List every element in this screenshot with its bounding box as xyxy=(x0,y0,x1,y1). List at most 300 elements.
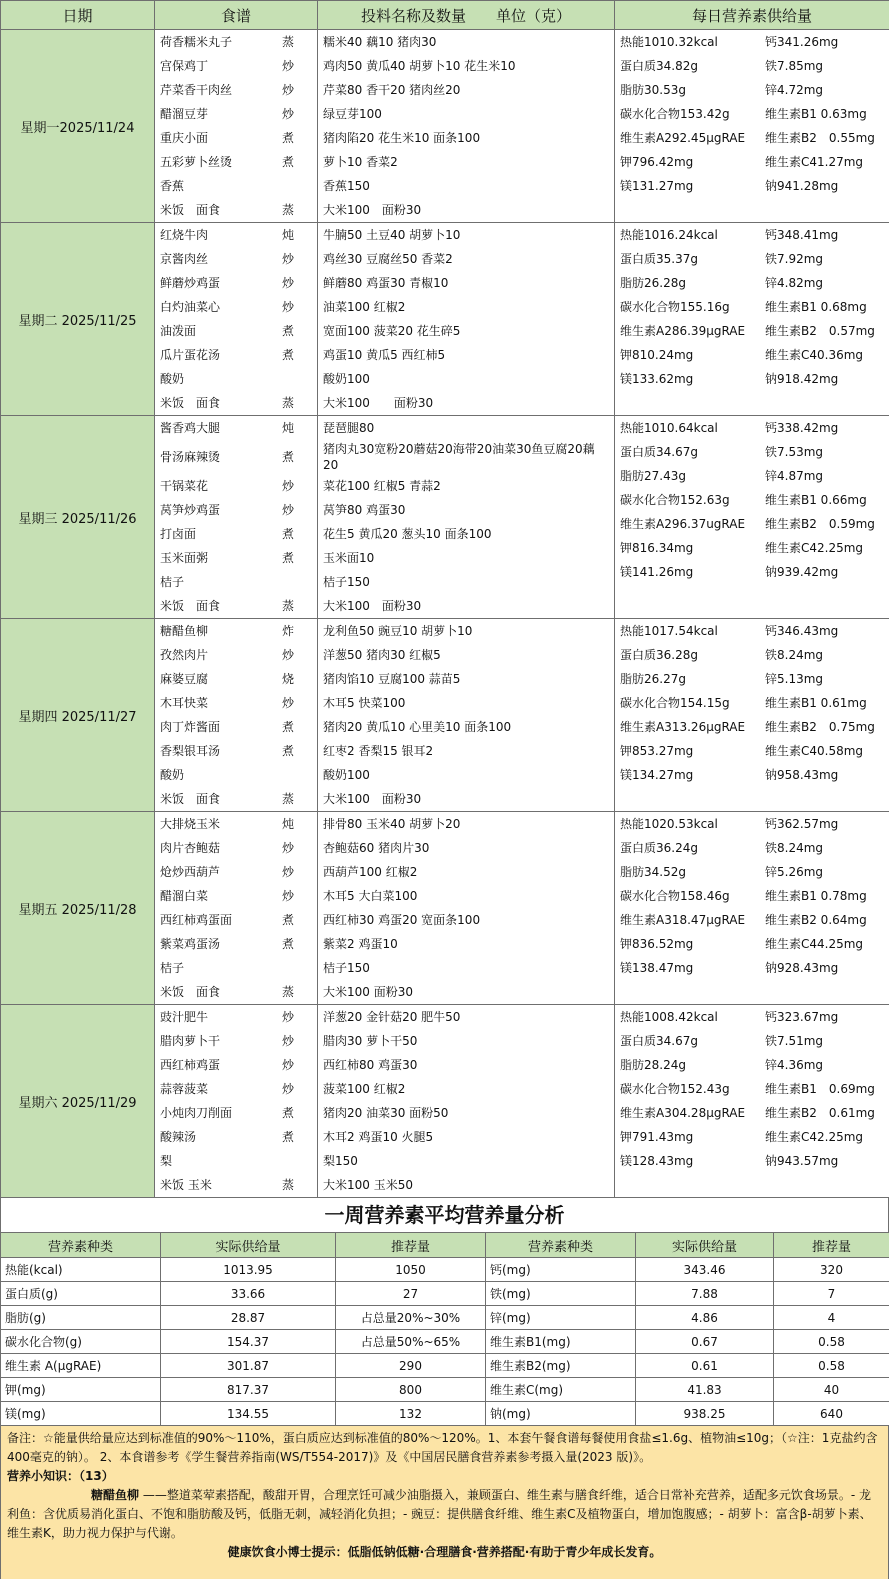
nutrient-line xyxy=(615,908,889,932)
dish-item xyxy=(155,860,317,884)
dish-cooking-method: 炒 xyxy=(281,59,294,73)
ingredient-line: 宽面100 菠菜20 花生碎5 xyxy=(323,324,461,338)
dish-cooking-method: 炒 xyxy=(281,83,294,97)
nutrient-line xyxy=(615,174,889,198)
analysis-header-cell: 推荐量 xyxy=(774,1233,889,1258)
nutrient-value: 蛋白质36.24g xyxy=(620,841,698,855)
nutrient-line xyxy=(615,223,889,247)
nutrient-value: 铁7.53mg xyxy=(765,445,824,459)
dish-cooking-method: 炒 xyxy=(281,696,294,710)
dish-name: 紫菜鸡蛋汤 xyxy=(160,937,221,951)
dish-cooking-method: 煮 xyxy=(281,720,294,734)
nutrient-line xyxy=(615,956,889,980)
dish-item xyxy=(155,522,317,546)
nutrient-line xyxy=(615,1125,889,1149)
analysis-cell: 817.37 xyxy=(161,1378,336,1402)
dish-cooking-method: 煮 xyxy=(281,324,294,338)
nutrient-value: 蛋白质36.28g xyxy=(620,648,698,662)
nutrient-line xyxy=(615,295,889,319)
analysis-cell: 热能(kcal) xyxy=(1,1258,161,1282)
analysis-cell: 800 xyxy=(336,1378,486,1402)
nutrient-value: 热能1008.42kcal xyxy=(620,1010,718,1024)
nutrient-line xyxy=(615,78,889,102)
nutrient-line xyxy=(615,512,889,536)
analysis-row xyxy=(1,1354,889,1378)
analysis-cell: 290 xyxy=(336,1354,486,1378)
ingredient-line: 香蕉150 xyxy=(323,179,370,193)
ingredient-line: 大米100 面粉30 xyxy=(323,203,422,217)
nutrient-value: 脂肪28.24g xyxy=(620,1058,686,1072)
nutrient-value: 锌4.72mg xyxy=(765,83,824,97)
nutrient-line xyxy=(615,1053,889,1077)
nutrient-line xyxy=(615,319,889,343)
analysis-cell: 0.58 xyxy=(774,1354,889,1378)
nutrient-value: 维生素C42.25mg xyxy=(765,1130,864,1144)
day-ingredients xyxy=(318,30,615,223)
dish-name: 桔子 xyxy=(160,575,185,589)
dish-name: 瓜片蛋花汤 xyxy=(160,348,221,362)
nutrient-line xyxy=(615,247,889,271)
nutrient-line xyxy=(615,488,889,512)
nutrient-line xyxy=(615,271,889,295)
ingredient-line: 琵琶腿80 xyxy=(323,421,375,435)
dish-item xyxy=(155,619,317,643)
ingredient-line: 腊肉30 萝卜干50 xyxy=(323,1034,418,1048)
ingredient-line: 西红柿30 鸡蛋20 宽面条100 xyxy=(323,913,481,927)
nutrient-value: 维生素B1 0.68mg xyxy=(765,300,867,314)
analysis-row xyxy=(1,1306,889,1330)
dish-cooking-method: 蒸 xyxy=(281,792,294,806)
day-dishes xyxy=(155,223,318,416)
ingredient-line: 大米100 面粉30 xyxy=(323,985,413,999)
dish-cooking-method: 蒸 xyxy=(281,1178,294,1192)
dish-cooking-method: 炒 xyxy=(281,889,294,903)
day-row xyxy=(1,619,889,812)
analysis-cell: 301.87 xyxy=(161,1354,336,1378)
nutrient-value: 维生素A318.47μgRAE xyxy=(620,913,746,927)
nutrient-value: 碳水化合物158.46g xyxy=(620,889,730,903)
nutrient-line xyxy=(615,560,889,584)
dish-cooking-method: 炒 xyxy=(281,841,294,855)
nutrient-value: 钙338.42mg xyxy=(765,421,839,435)
ingredient-line: 鸡蛋10 黄瓜5 西红柿5 xyxy=(323,348,446,362)
dish-item xyxy=(155,1149,317,1173)
ingredient-line: 猪肉陷20 花生米10 面条100 xyxy=(323,131,481,145)
dish-cooking-method: 蒸 xyxy=(281,985,294,999)
ingredient-line: 木耳2 鸡蛋10 火腿5 xyxy=(323,1130,434,1144)
dish-name: 白灼油菜心 xyxy=(160,300,221,314)
day-row xyxy=(1,1005,889,1198)
dish-name: 玉米面粥 xyxy=(160,551,209,565)
nutrient-line xyxy=(615,536,889,560)
analysis-row xyxy=(1,1258,889,1282)
dish-name: 米饭 面食 xyxy=(160,599,221,613)
nutrient-value: 脂肪27.43g xyxy=(620,469,686,483)
dish-name: 酸奶 xyxy=(160,372,185,386)
nutrient-value: 钾791.43mg xyxy=(620,1130,694,1144)
nutrient-value: 镁133.62mg xyxy=(620,372,694,386)
analysis-cell: 134.55 xyxy=(161,1402,336,1426)
nutrient-value: 钾836.52mg xyxy=(620,937,694,951)
nutrient-value: 镁131.27mg xyxy=(620,179,694,193)
analysis-cell: 154.37 xyxy=(161,1330,336,1354)
dish-name: 香蕉 xyxy=(160,179,185,193)
dish-cooking-method xyxy=(294,367,312,391)
dish-item xyxy=(155,54,317,78)
ingredient-line: 猪肉馅10 豆腐100 蒜苗5 xyxy=(323,672,461,686)
dish-name: 五彩萝卜丝烫 xyxy=(160,155,233,169)
nutrient-value: 钾810.24mg xyxy=(620,348,694,362)
dish-name: 酸辣汤 xyxy=(160,1130,197,1144)
remark-text: 备注：☆能量供给量应达到标准值的90%～110%，蛋白质应达到标准值的80%～120%。1、本套午餐食谱每餐使用食盐≤1.6g、植物油≤10g；（☆注：1克盐约含400毫克的钠）。 2、本食谱参考《学生餐营养指南(WS/T554-2017)》及《中国居民膳食营养素参考摄入量(2023 版)》。 xyxy=(7,1431,878,1464)
nutrient-value: 镁141.26mg xyxy=(620,565,694,579)
dish-cooking-method: 蒸 xyxy=(281,203,294,217)
analysis-row xyxy=(1,1402,889,1426)
dish-item xyxy=(155,343,317,367)
analysis-cell: 维生素B1(mg) xyxy=(486,1330,636,1354)
ingredient-line: 西葫芦100 红椒2 xyxy=(323,865,418,879)
ingredient-line: 大米100 玉米50 xyxy=(323,1178,413,1192)
nutrient-value: 钾816.34mg xyxy=(620,541,694,555)
ingredient-line: 芹菜80 香干20 猪肉丝20 xyxy=(323,83,461,97)
nutrient-value: 碳水化合物154.15g xyxy=(620,696,730,710)
day-date: 星期二 2025/11/25 xyxy=(1,223,155,416)
dish-cooking-method: 煮 xyxy=(281,744,294,758)
dish-item xyxy=(155,498,317,522)
dish-item xyxy=(155,126,317,150)
nutrient-line xyxy=(615,126,889,150)
nutrient-line xyxy=(615,30,889,54)
dish-name: 米饭 面食 xyxy=(160,985,221,999)
ingredient-line: 紫菜2 鸡蛋10 xyxy=(323,937,398,951)
dish-item xyxy=(155,271,317,295)
dish-item xyxy=(155,739,317,763)
nutrition-tip xyxy=(7,1486,882,1543)
dish-item xyxy=(155,1101,317,1125)
ingredient-line: 梨150 xyxy=(323,1154,358,1168)
dish-cooking-method: 煮 xyxy=(281,913,294,927)
nutrient-line xyxy=(615,367,889,391)
nutrient-line xyxy=(615,1149,889,1173)
ingredient-line: 西红柿80 鸡蛋30 xyxy=(323,1058,418,1072)
dish-item xyxy=(155,440,317,474)
ingredient-line: 大米100 面粉30 xyxy=(323,599,422,613)
dish-item xyxy=(155,474,317,498)
nutrient-value: 维生素A304.28μgRAE xyxy=(620,1106,746,1120)
nutrient-line xyxy=(615,464,889,488)
nutrient-line xyxy=(615,150,889,174)
nutrient-value: 维生素C44.25mg xyxy=(765,937,864,951)
dish-item xyxy=(155,319,317,343)
dish-name: 鲜蘑炒鸡蛋 xyxy=(160,276,221,290)
ingredient-line: 酸奶100 xyxy=(323,768,370,782)
nutrient-value: 锌4.87mg xyxy=(765,469,824,483)
dish-cooking-method: 炖 xyxy=(281,817,294,831)
dish-cooking-method: 炒 xyxy=(281,252,294,266)
ingredient-line: 猪肉20 油菜30 面粉50 xyxy=(323,1106,449,1120)
nutrient-value: 锌5.26mg xyxy=(765,865,824,879)
analysis-cell: 脂肪(g) xyxy=(1,1306,161,1330)
nutrition-tip-heading: 营养小知识：（13） xyxy=(7,1469,114,1483)
dish-cooking-method xyxy=(294,174,312,198)
dish-item xyxy=(155,391,317,415)
dish-name: 米饭 面食 xyxy=(160,396,221,410)
dish-name: 酸奶 xyxy=(160,768,185,782)
dish-item xyxy=(155,174,317,198)
dish-cooking-method: 煮 xyxy=(281,155,294,169)
analysis-cell: 40 xyxy=(774,1378,889,1402)
dish-cooking-method: 煮 xyxy=(281,348,294,362)
dish-name: 荷香糯米丸子 xyxy=(160,35,233,49)
tip-dish-name: 糖醋鱼柳 xyxy=(91,1488,140,1502)
dish-name: 木耳快菜 xyxy=(160,696,209,710)
nutrient-value: 脂肪26.27g xyxy=(620,672,686,686)
header-nutrition: 每日营养素供给量 xyxy=(615,1,889,30)
dish-name: 莴笋炒鸡蛋 xyxy=(160,503,221,517)
analysis-cell: 钙(mg) xyxy=(486,1258,636,1282)
nutrient-value: 铁7.92mg xyxy=(765,252,824,266)
dish-name: 醋溜白菜 xyxy=(160,889,209,903)
dish-name: 醋溜豆芽 xyxy=(160,107,209,121)
ingredient-line: 菜花100 红椒5 青蒜2 xyxy=(323,479,441,493)
dish-item xyxy=(155,198,317,222)
dish-name: 蒜蓉菠菜 xyxy=(160,1082,209,1096)
ingredient-line: 莴笋80 鸡蛋30 xyxy=(323,503,406,517)
nutrient-line xyxy=(615,440,889,464)
dish-cooking-method: 煮 xyxy=(281,131,294,145)
dish-name: 梨 xyxy=(160,1154,173,1168)
dish-cooking-method: 炒 xyxy=(281,479,294,493)
analysis-cell: 蛋白质(g) xyxy=(1,1282,161,1306)
ingredient-line: 油菜100 红椒2 xyxy=(323,300,406,314)
nutrient-value: 钙362.57mg xyxy=(765,817,839,831)
dish-name: 小炖肉刀削面 xyxy=(160,1106,233,1120)
nutrient-line xyxy=(615,1077,889,1101)
day-nutrients xyxy=(615,223,889,416)
dish-cooking-method: 炒 xyxy=(281,300,294,314)
nutrient-value: 蛋白质34.67g xyxy=(620,1034,698,1048)
dish-item xyxy=(155,643,317,667)
nutrient-value: 热能1010.64kcal xyxy=(620,421,718,435)
nutrient-value: 钠943.57mg xyxy=(765,1154,839,1168)
day-nutrients xyxy=(615,619,889,812)
dish-cooking-method: 炒 xyxy=(281,276,294,290)
dish-cooking-method: 炒 xyxy=(281,503,294,517)
dish-cooking-method: 炖 xyxy=(281,421,294,435)
nutrient-value: 碳水化合物152.43g xyxy=(620,1082,730,1096)
dish-item xyxy=(155,1077,317,1101)
dish-name: 腊肉萝卜干 xyxy=(160,1034,221,1048)
day-ingredients xyxy=(318,812,615,1005)
analysis-cell: 41.83 xyxy=(636,1378,774,1402)
ingredient-line: 大米100 面粉30 xyxy=(323,792,422,806)
analysis-header-cell: 营养素种类 xyxy=(486,1233,636,1258)
nutrient-line xyxy=(615,416,889,440)
nutrient-value: 维生素A313.26μgRAE xyxy=(620,720,746,734)
nutrient-analysis-table xyxy=(0,1232,889,1426)
dish-name: 重庆小面 xyxy=(160,131,209,145)
nutrient-value: 脂肪34.52g xyxy=(620,865,686,879)
dish-name: 豉汁肥牛 xyxy=(160,1010,209,1024)
ingredient-line: 猪肉丸30宽粉20蘑菇20海带20油菜30鱼豆腐20藕20 xyxy=(323,442,595,472)
ingredient-line: 木耳5 快菜100 xyxy=(323,696,406,710)
nutrient-value: 维生素B1 0.63mg xyxy=(765,107,867,121)
dish-name: 麻婆豆腐 xyxy=(160,672,209,686)
analysis-cell: 4 xyxy=(774,1306,889,1330)
dish-item xyxy=(155,102,317,126)
nutrient-line xyxy=(615,619,889,643)
analysis-cell: 铁(mg) xyxy=(486,1282,636,1306)
analysis-cell: 938.25 xyxy=(636,1402,774,1426)
ingredient-line: 桔子150 xyxy=(323,575,370,589)
day-row xyxy=(1,30,889,223)
ingredient-line: 龙利鱼50 豌豆10 胡萝卜10 xyxy=(323,624,473,638)
dish-item xyxy=(155,980,317,1004)
notes-panel xyxy=(0,1426,889,1579)
dish-name: 孜然肉片 xyxy=(160,648,209,662)
dish-name: 打卤面 xyxy=(160,527,197,541)
ingredient-line: 排骨80 玉米40 胡萝卜20 xyxy=(323,817,461,831)
dish-item xyxy=(155,667,317,691)
dish-cooking-method: 煮 xyxy=(281,1106,294,1120)
day-nutrients xyxy=(615,30,889,223)
day-date: 星期四 2025/11/27 xyxy=(1,619,155,812)
nutrient-value: 维生素B2 0.55mg xyxy=(765,131,875,145)
analysis-cell: 镁(mg) xyxy=(1,1402,161,1426)
ingredient-line: 杏鲍菇60 猪肉片30 xyxy=(323,841,430,855)
dish-item xyxy=(155,908,317,932)
header-ingredients: 投料名称及数量 单位（克） xyxy=(318,1,615,30)
nutrient-value: 维生素B1 0.66mg xyxy=(765,493,867,507)
dish-item xyxy=(155,932,317,956)
ingredient-line: 鸡肉50 黄瓜40 胡萝卜10 花生米10 xyxy=(323,59,516,73)
dish-name: 干锅菜花 xyxy=(160,479,209,493)
analysis-row xyxy=(1,1378,889,1402)
analysis-cell: 320 xyxy=(774,1258,889,1282)
dish-item xyxy=(155,1053,317,1077)
nutrient-value: 热能1020.53kcal xyxy=(620,817,718,831)
ingredient-line: 花生5 黄瓜20 葱头10 面条100 xyxy=(323,527,492,541)
ingredient-line: 牛腩50 土豆40 胡萝卜10 xyxy=(323,228,461,242)
nutrient-value: 蛋白质34.67g xyxy=(620,445,698,459)
nutrient-value: 钠941.28mg xyxy=(765,179,839,193)
day-dishes xyxy=(155,619,318,812)
analysis-cell: 占总量20%~30% xyxy=(336,1306,486,1330)
nutrient-value: 热能1016.24kcal xyxy=(620,228,718,242)
nutrient-line xyxy=(615,54,889,78)
nutrient-value: 蛋白质35.37g xyxy=(620,252,698,266)
dish-name: 米饭 面食 xyxy=(160,792,221,806)
nutrient-value: 钠928.43mg xyxy=(765,961,839,975)
dish-cooking-method xyxy=(294,763,312,787)
day-ingredients xyxy=(318,416,615,619)
dish-cooking-method: 烧 xyxy=(281,672,294,686)
nutrient-value: 碳水化合物152.63g xyxy=(620,493,730,507)
ingredient-line: 洋葱20 金针菇20 肥牛50 xyxy=(323,1010,461,1024)
nutrient-value: 维生素B2 0.57mg xyxy=(765,324,875,338)
day-ingredients xyxy=(318,1005,615,1198)
day-dishes xyxy=(155,30,318,223)
dish-cooking-method: 炸 xyxy=(281,624,294,638)
nutrient-value: 碳水化合物153.42g xyxy=(620,107,730,121)
dish-cooking-method: 煮 xyxy=(281,450,294,464)
dish-item xyxy=(155,812,317,836)
nutrient-value: 锌4.36mg xyxy=(765,1058,824,1072)
nutrient-value: 钠958.43mg xyxy=(765,768,839,782)
analysis-cell: 4.86 xyxy=(636,1306,774,1330)
nutrient-value: 热能1017.54kcal xyxy=(620,624,718,638)
analysis-cell: 28.87 xyxy=(161,1306,336,1330)
ingredient-line: 桔子150 xyxy=(323,961,370,975)
ingredient-line: 木耳5 大白菜100 xyxy=(323,889,418,903)
dish-name: 红烧牛肉 xyxy=(160,228,209,242)
analysis-cell: 锌(mg) xyxy=(486,1306,636,1330)
dish-cooking-method: 煮 xyxy=(281,1130,294,1144)
dish-name: 米饭 面食 xyxy=(160,203,221,217)
dish-item xyxy=(155,295,317,319)
nutrient-value: 钠939.42mg xyxy=(765,565,839,579)
nutrient-line xyxy=(615,763,889,787)
analysis-cell: 7 xyxy=(774,1282,889,1306)
dish-name: 香梨银耳汤 xyxy=(160,744,221,758)
dish-item xyxy=(155,416,317,440)
nutrient-line xyxy=(615,667,889,691)
nutrient-value: 维生素C41.27mg xyxy=(765,155,864,169)
dish-cooking-method: 煮 xyxy=(281,527,294,541)
dish-name: 油泼面 xyxy=(160,324,197,338)
dish-name: 京酱肉丝 xyxy=(160,252,209,266)
dish-item xyxy=(155,1005,317,1029)
day-date: 星期一2025/11/24 xyxy=(1,30,155,223)
tip-text: ——整道菜荤素搭配，酸甜开胃，合理烹饪可减少油脂摄入，兼顾蛋白、维生素与膳食纤维，适合日常补充营养，适配多元饮食场景。- 龙利鱼：含优质易消化蛋白、不饱和脂肪酸及钙，低脂无刺，减轻消化负担；- 豌豆：提供膳食纤维、维生素C及植物蛋白，增加饱腹感；- 胡萝卜：富含β-胡萝卜素、维生素K，助力视力保护与代谢。 xyxy=(7,1488,872,1540)
header-recipe: 食谱 xyxy=(155,1,318,30)
analysis-cell: 0.61 xyxy=(636,1354,774,1378)
day-date: 星期三 2025/11/26 xyxy=(1,416,155,619)
menu-header-row xyxy=(1,1,889,30)
nutrient-value: 镁138.47mg xyxy=(620,961,694,975)
nutrient-line xyxy=(615,836,889,860)
day-nutrients xyxy=(615,1005,889,1198)
dish-cooking-method: 蒸 xyxy=(281,35,294,49)
nutrient-value: 锌4.82mg xyxy=(765,276,824,290)
analysis-row xyxy=(1,1330,889,1354)
dish-cooking-method: 蒸 xyxy=(281,599,294,613)
ingredient-line: 酸奶100 xyxy=(323,372,370,386)
analysis-header-cell: 实际供给量 xyxy=(636,1233,774,1258)
nutrient-value: 维生素B2 0.75mg xyxy=(765,720,875,734)
dish-cooking-method: 炒 xyxy=(281,1010,294,1024)
day-date: 星期六 2025/11/29 xyxy=(1,1005,155,1198)
ingredient-line: 绿豆芽100 xyxy=(323,107,382,121)
nutrient-value: 钙341.26mg xyxy=(765,35,839,49)
analysis-cell: 占总量50%~65% xyxy=(336,1330,486,1354)
nutrient-value: 钠918.42mg xyxy=(765,372,839,386)
nutrient-line xyxy=(615,1029,889,1053)
dish-item xyxy=(155,223,317,247)
ingredient-line: 大米100 面粉30 xyxy=(323,396,434,410)
nutrient-line xyxy=(615,860,889,884)
nutrient-line xyxy=(615,932,889,956)
dish-name: 肉丁炸酱面 xyxy=(160,720,221,734)
analysis-cell: 钠(mg) xyxy=(486,1402,636,1426)
ingredient-line: 鸡丝30 豆腐丝50 香菜2 xyxy=(323,252,453,266)
dish-cooking-method xyxy=(294,956,312,980)
nutrient-line xyxy=(615,739,889,763)
nutrient-line xyxy=(615,812,889,836)
dish-cooking-method: 炒 xyxy=(281,648,294,662)
ingredient-line: 糯米40 藕10 猪肉30 xyxy=(323,35,437,49)
analysis-header-cell: 推荐量 xyxy=(336,1233,486,1258)
